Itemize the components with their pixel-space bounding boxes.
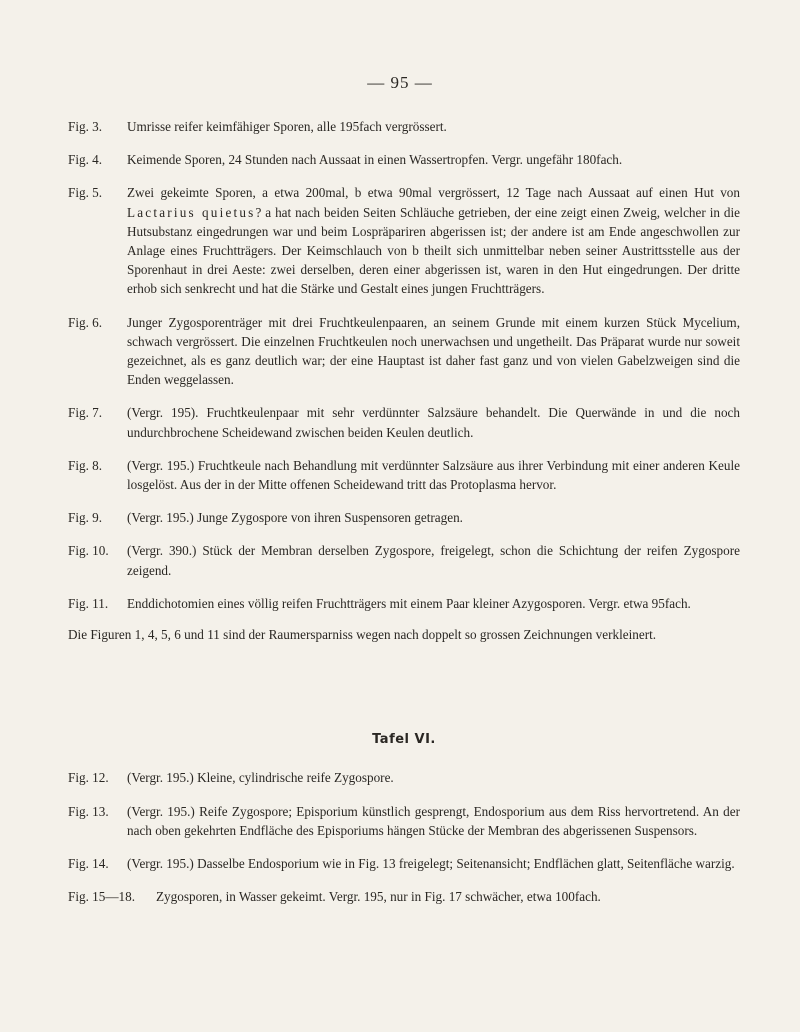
caption-fig-3 bbox=[68, 117, 740, 136]
caption-text: (Vergr. 195.) Fruchtkeule nach Behandlung mit verdünnter Salzsäure aus ihrer Verbindung mit einer anderen Keule losgelöst. Aus der in der Mitte offenen Scheidewand tritt das Protoplasma hervor. bbox=[127, 457, 740, 493]
caption-text-end: ? a hat nach beiden Seiten Schläuche getrieben, der eine zeigt einen Zweig, welcher in die Hutsubstanz eingedrungen war und beim Lospräpariren abgerissen ist; der andere ist am Ende angeschwollen zur Anlage eines Fruchtträgers. Der Keimschlauch von b theilt sich unmittelbar neben seiner Austrittsstelle aus der Sporenhaut in drei Aeste: zwei derselben, deren einer abgerissen ist, waren in den Hut eingedrungen. Der dritte erhob sich senkrecht und hat die Stärke und Gestalt eines jungen Fruchtträgers. bbox=[127, 204, 740, 297]
species-name: Lactarius quietus bbox=[127, 204, 256, 220]
caption-text: Zygosporen, in Wasser gekeimt. Vergr. 195, nur in Fig. 17 schwächer, etwa 100fach. bbox=[156, 889, 601, 905]
caption-text: Umrisse reifer keimfähiger Sporen, alle 195fach vergrössert. bbox=[127, 119, 447, 134]
caption-label: Fig. 10. bbox=[68, 543, 109, 559]
caption-text: (Vergr. 390.) Stück der Membran derselben Zygospore, freigelegt, schon die Schichtung der reifen Zygospore zeigend. bbox=[127, 543, 740, 578]
caption-fig-15-18 bbox=[68, 887, 740, 906]
caption-text: (Vergr. 195.) Junge Zygospore von ihren Suspensoren getragen. bbox=[127, 510, 463, 526]
caption-fig-13 bbox=[68, 802, 740, 840]
caption-fig-7 bbox=[68, 403, 740, 441]
figures-note: Die Figuren 1, 4, 5, 6 und 11 sind der Raumersparniss wegen nach doppelt so grossen Zeichnungen verkleinert. bbox=[68, 627, 657, 643]
caption-label: Fig. 4. bbox=[68, 152, 103, 168]
caption-fig-11 bbox=[68, 594, 740, 613]
caption-label: Fig. 13. bbox=[68, 803, 109, 819]
caption-label: Fig. 12. bbox=[68, 770, 109, 786]
caption-fig-14 bbox=[68, 854, 740, 873]
caption-text-start: Zwei gekeimte Sporen, a etwa 200mal, b etwa 90mal vergrössert, 12 Tage nach Aussaat auf einen Hut von bbox=[127, 185, 740, 201]
caption-text: (Vergr. 195). Fruchtkeulenpaar mit sehr verdünnter Salzsäure behandelt. Die Querwände in und die noch undurchbrochene Scheidewand zwischen beiden Keulen deutlich. bbox=[127, 405, 740, 440]
caption-label: Fig. 11. bbox=[68, 595, 109, 611]
caption-text: Enddichotomien eines völlig reifen Fruchtträgers mit einem Paar kleiner Azygosporen. Vergr. etwa 95fach. bbox=[127, 595, 691, 611]
caption-fig-4 bbox=[68, 150, 740, 169]
caption-text: (Vergr. 195.) Dasselbe Endosporium wie in Fig. 13 freigelegt; Seitenansicht; Endflächen glatt, Seitenfläche warzig. bbox=[127, 856, 735, 872]
caption-text: Keimende Sporen, 24 Stunden nach Aussaat in einen Wassertropfen. Vergr. ungefähr 180fach. bbox=[127, 152, 623, 168]
caption-fig-12 bbox=[68, 768, 740, 787]
caption-fig-9 bbox=[68, 508, 740, 527]
section-title: Tafel VI. bbox=[372, 732, 436, 748]
page-number: — 95 — bbox=[367, 73, 433, 92]
caption-fig-10 bbox=[68, 541, 740, 579]
caption-label: Fig. 7. bbox=[68, 405, 103, 421]
caption-text: (Vergr. 195.) Reife Zygospore; Episporium künstlich gesprengt, Endosporium aus dem Riss hervortretend. An der nach oben gekehrten Endfläche des Episporiums hängen Stücke der Membran des abgerissenen Suspensors. bbox=[127, 803, 740, 838]
figure-captions bbox=[68, 117, 740, 920]
caption-fig-6 bbox=[68, 313, 740, 390]
caption-label: Fig. 9. bbox=[68, 510, 103, 526]
caption-label: Fig. 6. bbox=[68, 314, 103, 330]
caption-label: Fig. 5. bbox=[68, 185, 103, 201]
caption-label: Fig. 14. bbox=[68, 856, 109, 872]
caption-label: Fig. 15—18. bbox=[68, 889, 136, 905]
caption-fig-5 bbox=[68, 183, 740, 298]
caption-text bbox=[127, 183, 740, 298]
caption-label: Fig. 8. bbox=[68, 457, 103, 473]
caption-text: Junger Zygosporenträger mit drei Fruchtkeulenpaaren, an seinem Grunde mit einem kurzen Stück Mycelium, schwach vergrössert. Die einzelnen Fruchtkeulen noch unerwachsen und ungetheilt. Das Präparat wurde nur soweit gezeichnet, als es ganz deutlich war; der eine Hauptast ist daher fast ganz und von vielen Gabelzweigen sind die Enden weggelassen. bbox=[127, 314, 740, 388]
caption-label: Fig. 3. bbox=[68, 119, 103, 134]
caption-fig-8 bbox=[68, 456, 740, 494]
caption-text: (Vergr. 195.) Kleine, cylindrische reife Zygospore. bbox=[127, 770, 394, 786]
